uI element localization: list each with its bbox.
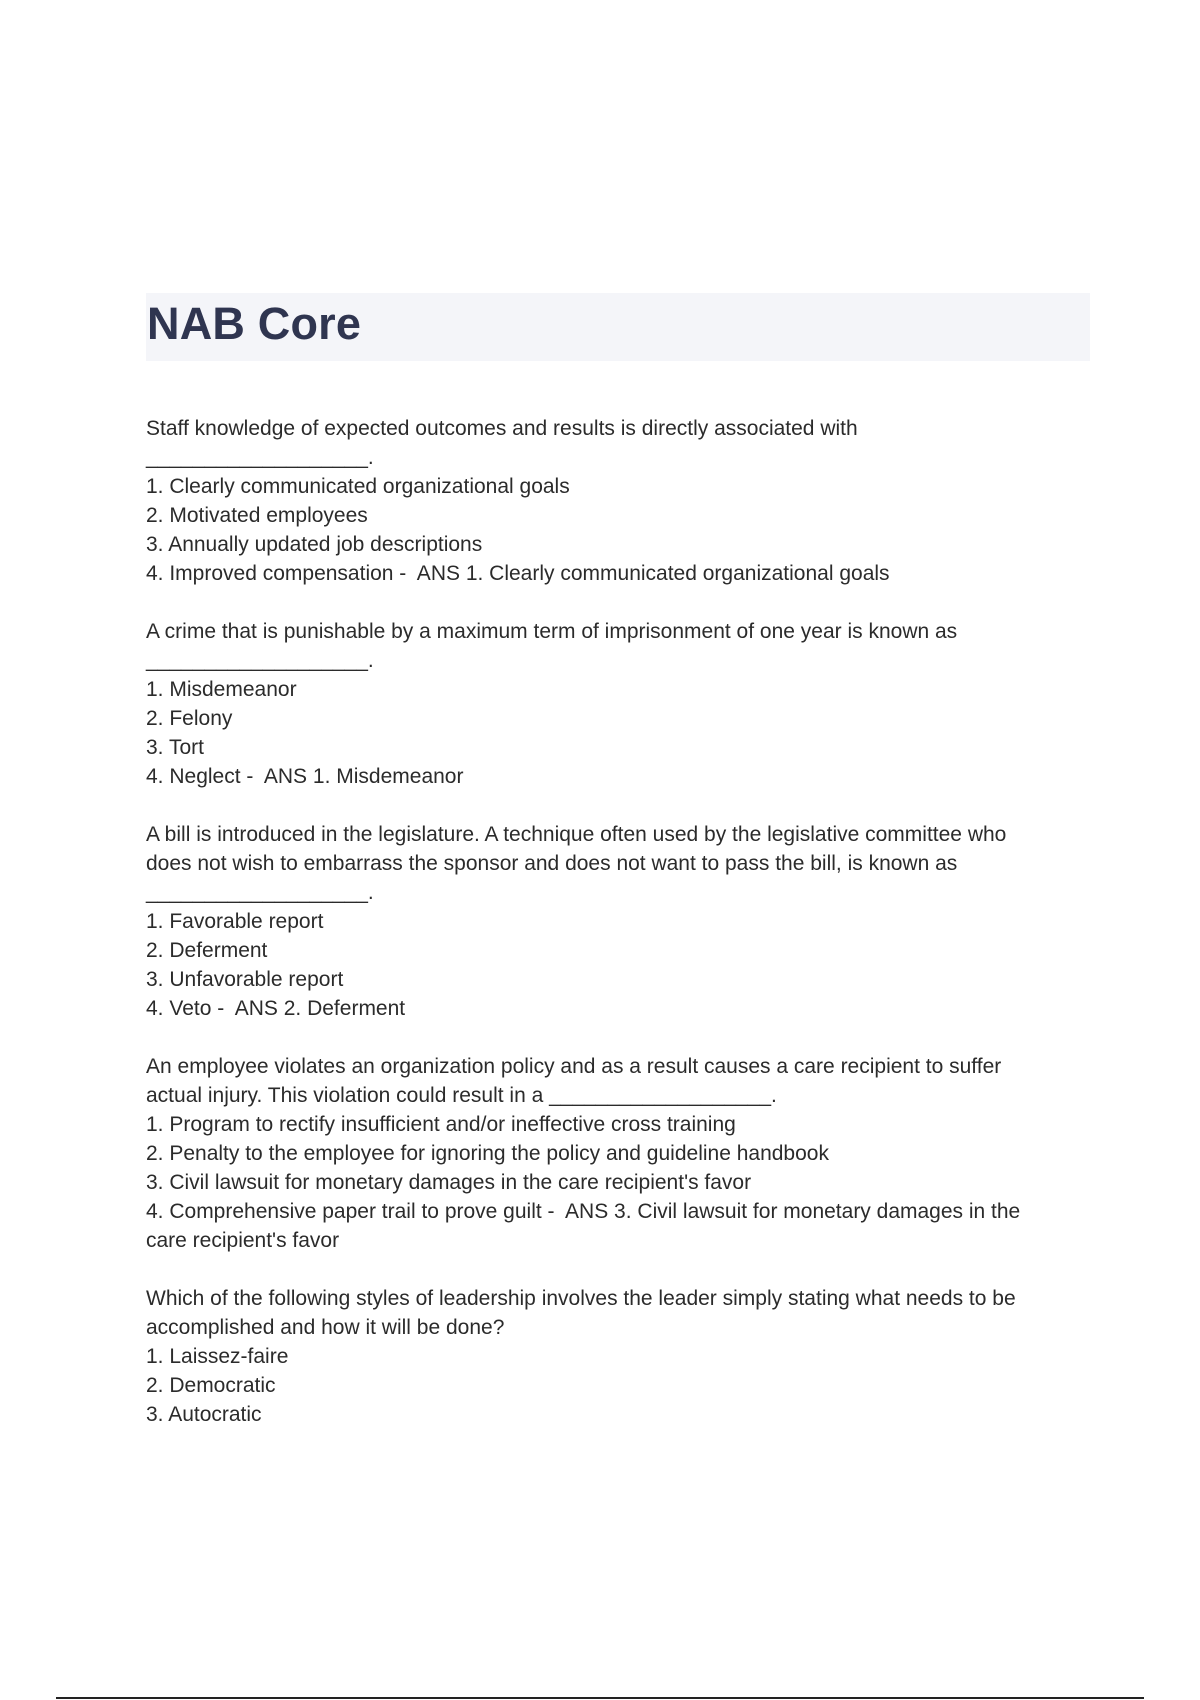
option-item: 2. Democratic — [146, 1374, 276, 1397]
option-item: 3. Annually updated job descriptions — [146, 533, 483, 556]
answer-blank: ___________________. — [146, 881, 374, 904]
question-block-3 — [146, 820, 1090, 1023]
question-block-5 — [146, 1284, 1090, 1429]
question-line: actual injury. This violation could result in a ___________________. — [146, 1084, 777, 1107]
option-item: 3. Civil lawsuit for monetary damages in the care recipient's favor — [146, 1171, 752, 1194]
option-item-with-answer: 4. Veto - ANS 2. Deferment — [146, 997, 406, 1020]
question-line: accomplished and how it will be done? — [146, 1316, 505, 1339]
option-item: 2. Deferment — [146, 939, 268, 962]
option-item-with-answer: care recipient's favor — [146, 1229, 340, 1252]
question-line: An employee violates an organization policy and as a result causes a care recipient to suffer — [146, 1055, 1002, 1078]
option-item: 2. Felony — [146, 707, 233, 730]
option-item: 1. Program to rectify insufficient and/or ineffective cross training — [146, 1113, 736, 1136]
footer-divider — [56, 1697, 1144, 1699]
question-line: A crime that is punishable by a maximum term of imprisonment of one year is known as — [146, 620, 958, 643]
question-line: does not wish to embarrass the sponsor and does not want to pass the bill, is known as — [146, 852, 958, 875]
option-item-with-answer: 4. Neglect - ANS 1. Misdemeanor — [146, 765, 464, 788]
option-item: 3. Unfavorable report — [146, 968, 344, 991]
question-line: Which of the following styles of leadership involves the leader simply stating what needs to be — [146, 1287, 1016, 1310]
option-item: 1. Clearly communicated organizational goals — [146, 475, 570, 498]
question-line: Staff knowledge of expected outcomes and results is directly associated with — [146, 417, 858, 440]
option-item: 1. Favorable report — [146, 910, 324, 933]
question-block-2 — [146, 617, 1090, 791]
option-item-with-answer: 4. Improved compensation - ANS 1. Clearly communicated organizational goals — [146, 562, 890, 585]
option-item: 1. Laissez-faire — [146, 1345, 289, 1368]
option-item: 3. Tort — [146, 736, 204, 759]
option-item: 2. Penalty to the employee for ignoring the policy and guideline handbook — [146, 1142, 829, 1165]
answer-blank: ___________________. — [146, 649, 374, 672]
question-block-4 — [146, 1052, 1090, 1255]
page-title: NAB Core — [147, 298, 362, 349]
option-item-with-answer: 4. Comprehensive paper trail to prove guilt - ANS 3. Civil lawsuit for monetary damages in the — [146, 1200, 1021, 1223]
answer-blank: ___________________. — [146, 446, 374, 469]
question-list — [146, 414, 1090, 1458]
option-item: 1. Misdemeanor — [146, 678, 297, 701]
question-line: A bill is introduced in the legislature. A technique often used by the legislative committee who — [146, 823, 1007, 846]
question-block-1 — [146, 414, 1090, 588]
option-item: 2. Motivated employees — [146, 504, 368, 527]
option-item: 3. Autocratic — [146, 1403, 262, 1426]
title-band — [146, 293, 1090, 361]
